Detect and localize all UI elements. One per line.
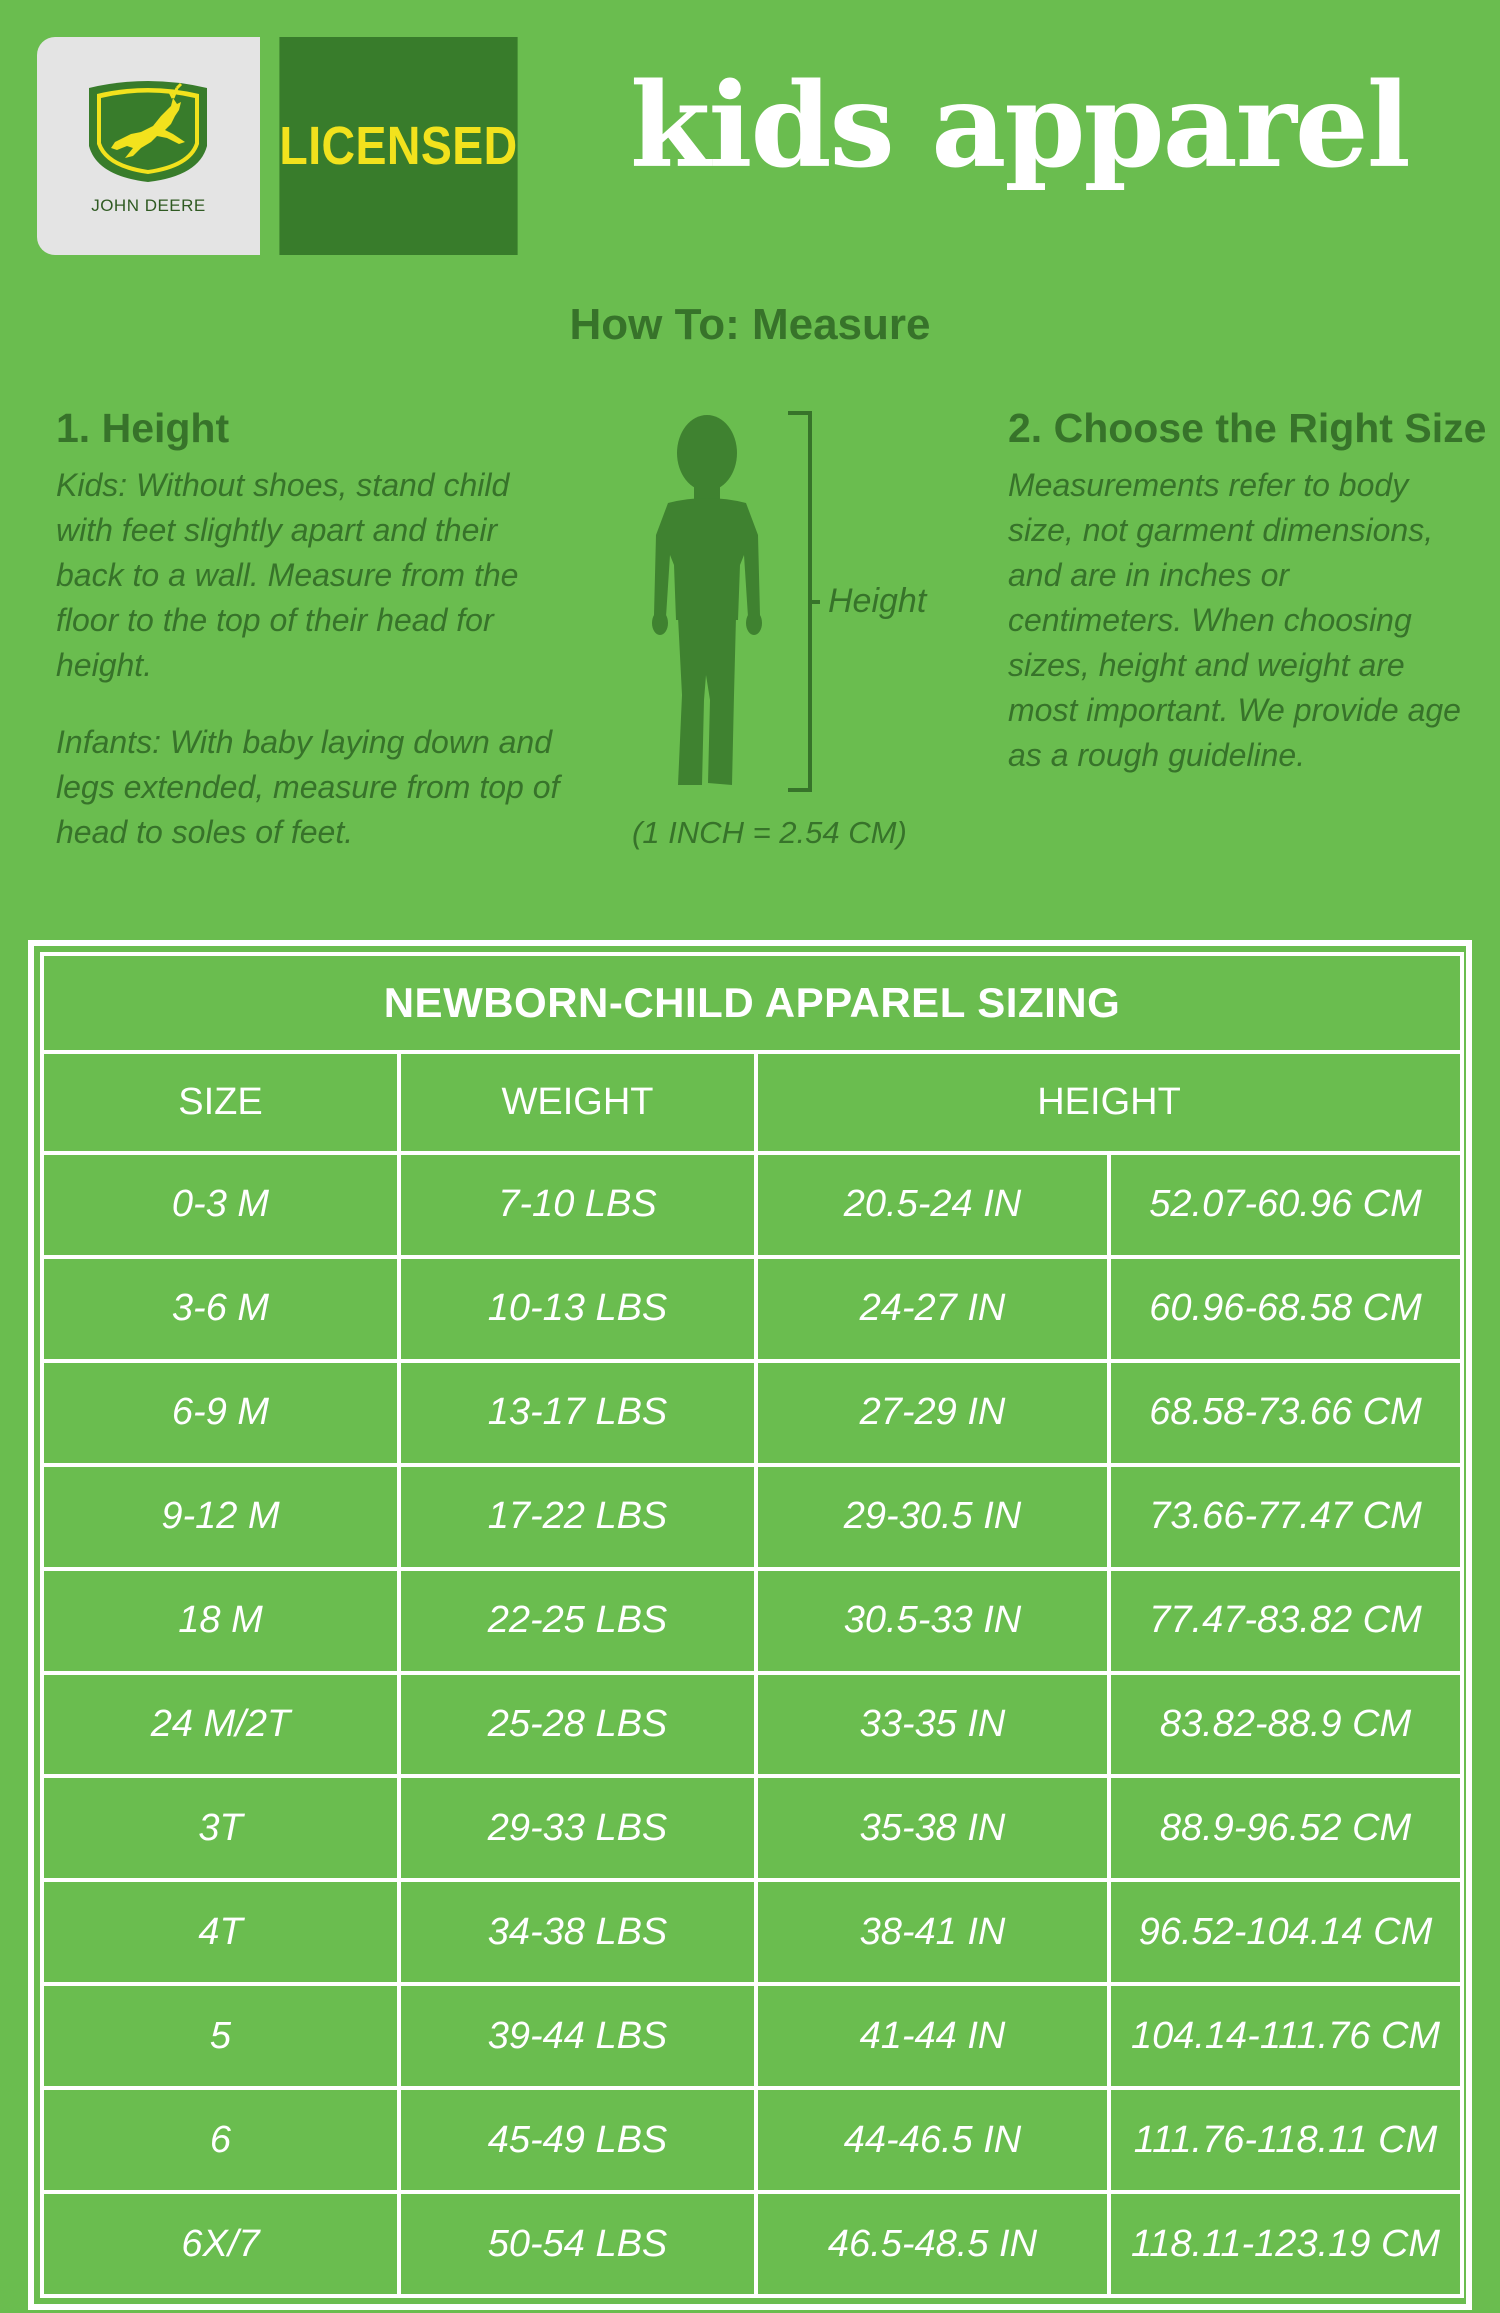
table-body <box>42 1153 1462 2296</box>
height-cm-cell: 111.76-118.11 CM <box>1109 2088 1462 2192</box>
sizing-table <box>40 952 1464 2298</box>
table-row <box>42 2192 1462 2296</box>
height-kids-text: Kids: Without shoes, stand child with feet slightly apart and their back to a wall. Measure from the floor to the top of their head for height. <box>56 467 519 683</box>
size-cell: 5 <box>42 1984 399 2088</box>
table-row <box>42 1153 1462 1257</box>
size-cell: 6 <box>42 2088 399 2192</box>
weight-cell: 25-28 LBS <box>399 1673 756 1777</box>
table-row <box>42 1257 1462 1361</box>
weight-cell: 34-38 LBS <box>399 1880 756 1984</box>
height-in-cell: 29-30.5 IN <box>756 1465 1109 1569</box>
height-cm-cell: 83.82-88.9 CM <box>1109 1673 1462 1777</box>
height-cm-cell: 68.58-73.66 CM <box>1109 1361 1462 1465</box>
height-arrow-label: Height <box>828 582 927 620</box>
height-in-cell: 41-44 IN <box>756 1984 1109 2088</box>
table-title-row <box>42 954 1462 1052</box>
size-cell: 4T <box>42 1880 399 1984</box>
weight-cell: 39-44 LBS <box>399 1984 756 2088</box>
size-cell: 9-12 M <box>42 1465 399 1569</box>
height-in-cell: 46.5-48.5 IN <box>756 2192 1109 2296</box>
height-cm-cell: 88.9-96.52 CM <box>1109 1776 1462 1880</box>
height-cm-cell: 60.96-68.58 CM <box>1109 1257 1462 1361</box>
size-cell: 6X/7 <box>42 2192 399 2296</box>
height-in-cell: 30.5-33 IN <box>756 1569 1109 1673</box>
height-in-cell: 35-38 IN <box>756 1776 1109 1880</box>
deer-logo-icon <box>81 76 215 186</box>
column-header-height: HEIGHT <box>756 1052 1462 1153</box>
height-in-cell: 27-29 IN <box>756 1361 1109 1465</box>
height-cm-cell: 73.66-77.47 CM <box>1109 1465 1462 1569</box>
weight-cell: 10-13 LBS <box>399 1257 756 1361</box>
weight-cell: 29-33 LBS <box>399 1776 756 1880</box>
column-header-weight: WEIGHT <box>399 1052 756 1153</box>
height-infants-text: Infants: With baby laying down and legs extended, measure from top of head to soles of feet. <box>56 724 560 850</box>
height-in-cell: 24-27 IN <box>756 1257 1109 1361</box>
size-cell: 24 M/2T <box>42 1673 399 1777</box>
height-cm-cell: 52.07-60.96 CM <box>1109 1153 1462 1257</box>
page-title: kids apparel <box>630 58 1409 194</box>
height-cm-cell: 104.14-111.76 CM <box>1109 1984 1462 2088</box>
inch-cm-conversion: (1 INCH = 2.54 CM) <box>632 815 907 850</box>
weight-cell: 22-25 LBS <box>399 1569 756 1673</box>
table-title: NEWBORN-CHILD APPAREL SIZING <box>42 954 1462 1052</box>
weight-cell: 17-22 LBS <box>399 1465 756 1569</box>
licensed-badge <box>37 37 537 255</box>
table-header-row <box>42 1052 1462 1153</box>
height-in-cell: 20.5-24 IN <box>756 1153 1109 1257</box>
weight-cell: 45-49 LBS <box>399 2088 756 2192</box>
height-cm-cell: 77.47-83.82 CM <box>1109 1569 1462 1673</box>
size-cell: 0-3 M <box>42 1153 399 1257</box>
licensed-label: LICENSED <box>279 37 517 255</box>
height-heading: 1. Height <box>56 405 230 451</box>
size-cell: 3T <box>42 1776 399 1880</box>
table-row <box>42 1880 1462 1984</box>
table-row <box>42 1673 1462 1777</box>
logo-wordmark: JOHN DEERE <box>91 196 206 215</box>
size-cell: 3-6 M <box>42 1257 399 1361</box>
table-row <box>42 1569 1462 1673</box>
size-cell: 18 M <box>42 1569 399 1673</box>
john-deere-logo <box>37 37 260 255</box>
column-header-size: SIZE <box>42 1052 399 1153</box>
height-cm-cell: 118.11-123.19 CM <box>1109 2192 1462 2296</box>
table-row <box>42 2088 1462 2192</box>
height-in-cell: 33-35 IN <box>756 1673 1109 1777</box>
height-in-cell: 38-41 IN <box>756 1880 1109 1984</box>
choose-size-heading: 2. Choose the Right Size <box>1008 405 1487 451</box>
how-to-heading: How To: Measure <box>569 300 931 349</box>
choose-size-text: Measurements refer to body size, not garment dimensions, and are in inches or centimeters. When choosing sizes, height and weight are most important. We provide age as a rough guideline. <box>1008 467 1461 773</box>
weight-cell: 7-10 LBS <box>399 1153 756 1257</box>
weight-cell: 13-17 LBS <box>399 1361 756 1465</box>
height-cm-cell: 96.52-104.14 CM <box>1109 1880 1462 1984</box>
table-row <box>42 1361 1462 1465</box>
height-in-cell: 44-46.5 IN <box>756 2088 1109 2192</box>
weight-cell: 50-54 LBS <box>399 2192 756 2296</box>
child-silhouette-icon <box>620 405 820 795</box>
table-row <box>42 1984 1462 2088</box>
table-row <box>42 1465 1462 1569</box>
table-row <box>42 1776 1462 1880</box>
size-cell: 6-9 M <box>42 1361 399 1465</box>
